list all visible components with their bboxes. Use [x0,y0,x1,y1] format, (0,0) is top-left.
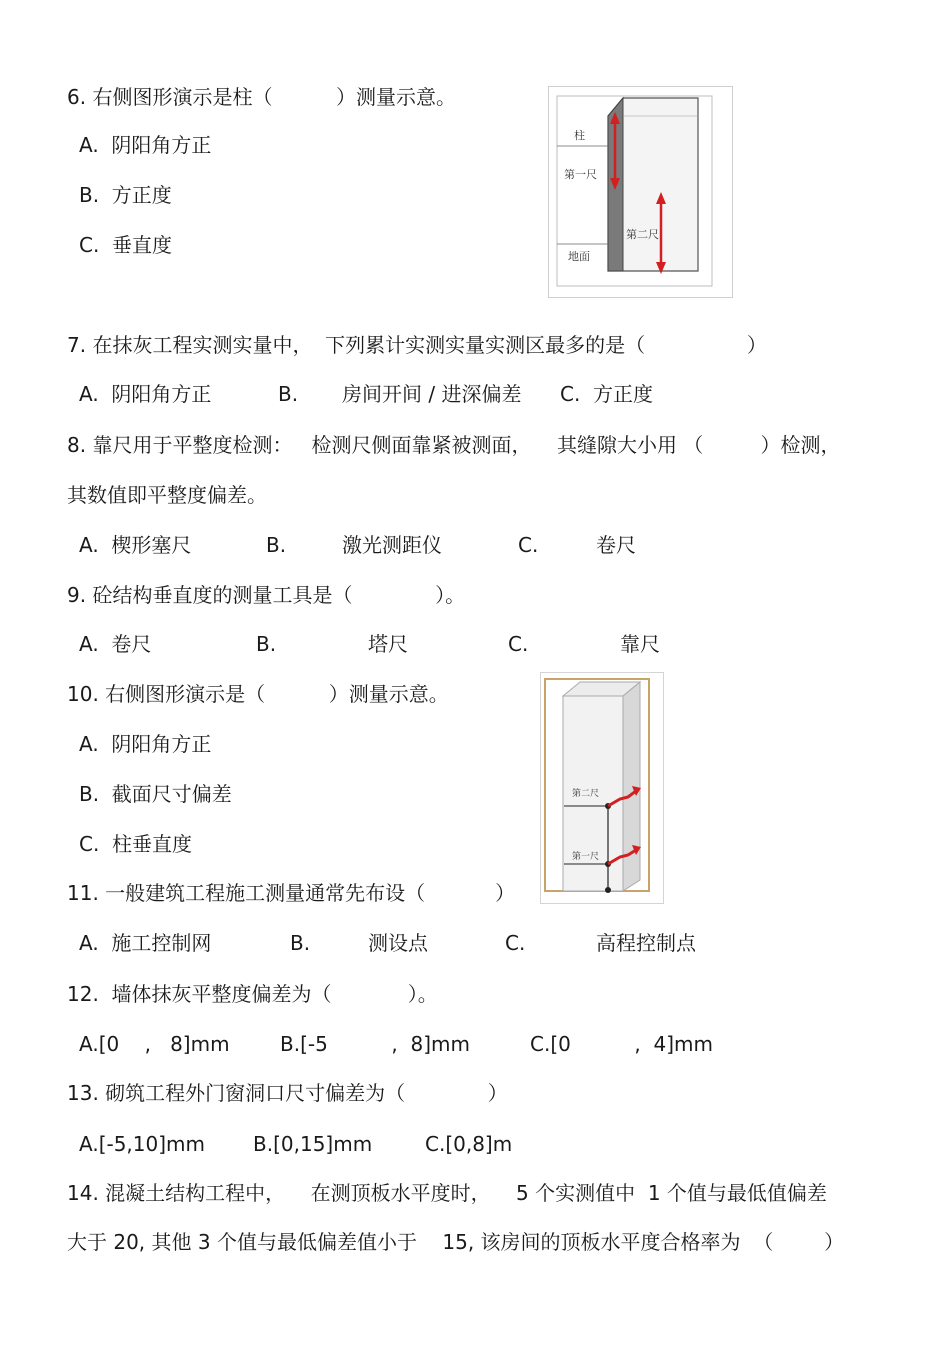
q11-option-a: A. 施工控制网 [79,931,212,955]
q9-option-c-text: 靠尺 [620,632,660,656]
q11-stem: 11. 一般建筑工程施工测量通常先布设（ ） [67,881,516,905]
q12-stem: 12. 墙体抹灰平整度偏差为（ ）。 [67,982,438,1006]
q6-label-ruler1: 第一尺 [564,168,597,181]
q6-label-ruler2: 第二尺 [626,228,659,241]
q13-stem: 13. 砌筑工程外门窗洞口尺寸偏差为（ ） [67,1081,508,1105]
q7-option-c: C. 方正度 [560,382,654,406]
q6-option-b: B. 方正度 [79,183,172,207]
q9-option-c-letter: C. [508,632,529,656]
q6-column-figure [548,86,733,298]
q6-option-c: C. 垂直度 [79,233,173,257]
q11-option-b-letter: B. [290,931,311,955]
q10-label-ruler2: 第二尺 [572,789,600,799]
q10-option-a: A. 阴阳角方正 [79,732,212,756]
q14-stem-line2: 大于 20, 其他 3 个值与最低偏差值小于 15, 该房间的顶板水平度合格率为 （ ） [67,1230,845,1254]
q6-option-a: A. 阴阳角方正 [79,133,212,157]
q10-option-c: C. 柱垂直度 [79,832,193,856]
q12-option-b: B.[-5 , 8]mm [280,1032,470,1056]
q7-option-a: A. 阴阳角方正 [79,382,212,406]
q11-option-b-text: 测设点 [368,931,428,955]
q8-stem-line1: 8. 靠尺用于平整度检测： 检测尺侧面靠紧被测面， 其缝隙大小用 （ ）检测， [67,433,841,457]
q10-stem: 10. 右侧图形演示是（ ）测量示意。 [67,682,449,706]
q10-option-b: B. 截面尺寸偏差 [79,782,232,806]
q13-option-c: C.[0,8]m [425,1132,513,1156]
q12-option-c: C.[0 , 4]mm [530,1032,713,1056]
q8-option-c-text: 卷尺 [596,533,636,557]
q11-option-c-text: 高程控制点 [596,931,696,955]
q9-option-b-letter: B. [256,632,277,656]
q8-option-c-letter: C. [518,533,539,557]
q6-stem: 6. 右侧图形演示是柱（ ）测量示意。 [67,85,457,109]
q7-stem: 7. 在抹灰工程实测实量中， 下列累计实测实量实测区最多的是（ ） [67,333,767,357]
q12-option-a: A.[0 , 8]mm [79,1032,230,1056]
q8-option-a: A. 楔形塞尺 [79,533,192,557]
q7-option-b-text: 房间开间 / 进深偏差 [342,382,522,406]
q14-stem-line1: 14. 混凝土结构工程中， 在测顶板水平度时， 5 个实测值中 1 个值与最低值偏差 [67,1181,827,1205]
q8-stem-line2: 其数值即平整度偏差。 [67,483,267,507]
q8-option-b-letter: B. [266,533,287,557]
q10-column-figure [540,672,664,904]
q9-option-b-text: 塔尺 [368,632,408,656]
q13-option-b: B.[0,15]mm [253,1132,373,1156]
q11-option-c-letter: C. [505,931,526,955]
q9-stem: 9. 砼结构垂直度的测量工具是（ ）。 [67,583,466,607]
q8-option-b-text: 激光测距仪 [342,533,442,557]
q6-label-ground: 地面 [568,250,590,263]
q10-label-ruler1: 第一尺 [572,852,600,862]
q7-option-b-letter: B. [278,382,299,406]
q13-option-a: A.[-5,10]mm [79,1132,206,1156]
q9-option-a: A. 卷尺 [79,632,152,656]
q6-label-column: 柱 [574,129,585,142]
